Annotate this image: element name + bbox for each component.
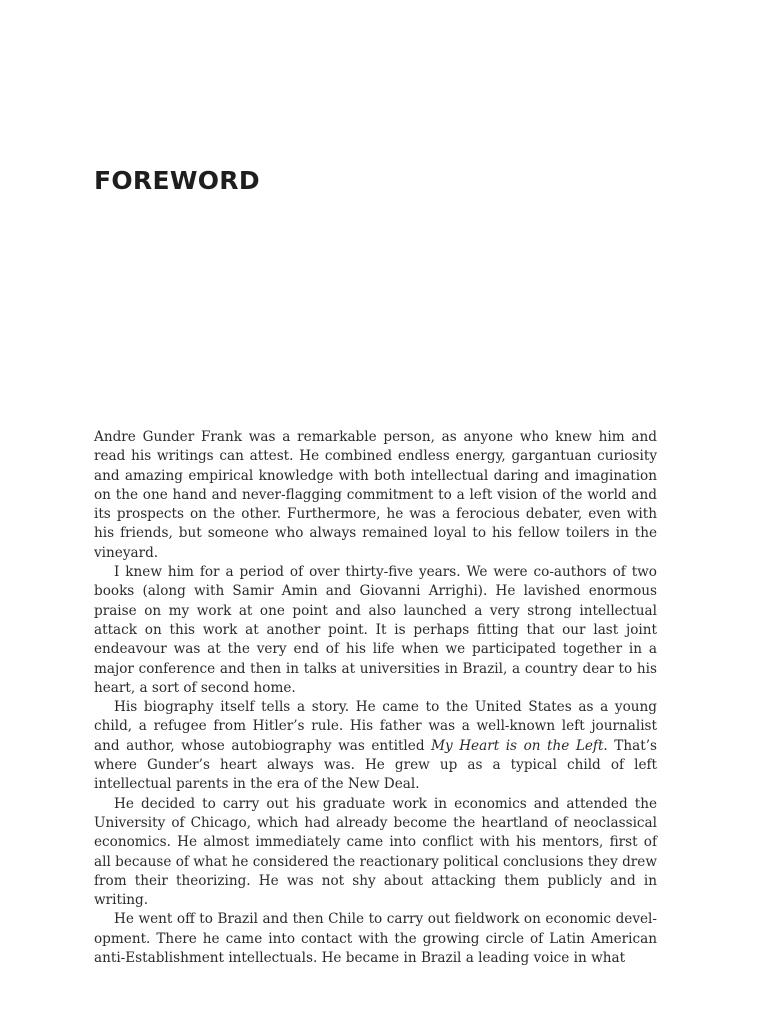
paragraph-1 <box>94 428 657 563</box>
body-text <box>94 428 657 968</box>
paragraph-5 <box>94 910 657 968</box>
paragraph-5-text: He went off to Brazil and then Chile to carry out fieldwork on economic development. There he came into contact with the growing circle of Latin American anti-Establishment intellectuals. He became in Brazil a leading voice in what <box>94 911 657 967</box>
paragraph-2 <box>94 563 657 698</box>
paragraph-3-text-before: His biography itself tells a story. He came to the United States as a young child, a refugee from Hitler’s rule. His father was a well-known left journalist and author, whose autobiography was entitled <box>94 699 657 754</box>
paragraph-4 <box>94 795 657 911</box>
paragraph-1-text: Andre Gunder Frank was a remarkable person, as anyone who knew him and read his writings can attest. He combined endless energy, gargantuan curiosity and amazing empirical knowledge with both intellectual daring and imagination on the one hand and never-flagging commitment to a left vision of the world and its prospects on the other. Furthermore, he was a ferocious debater, even with his friends, but someone who always remained loyal to his fellow toilers in the vineyard. <box>94 429 657 561</box>
paragraph-4-text: He decided to carry out his graduate work in economics and attended the University of Chicago, which had already become the heartland of neoclassical economics. He almost immediately came into conflict with his mentors, first of all because of what he considered the reactionary political conclusions they drew from their theorizing. He was not shy about attacking them publicly and in writing. <box>94 795 657 909</box>
paragraph-2-text: I knew him for a period of over thirty-five years. We were co-authors of two books (along with Samir Amin and Giovanni Arrighi). He lavished enormous praise on my work at one point and also launched a very strong intellectual attack on this work at another point. It is perhaps fitting that our last joint endeavour was at the very end of his life when we participated together in a major conference and then in talks at universities in Brazil, a country dear to his heart, a sort of second home. <box>94 564 657 696</box>
book-title-italic: My Heart is on the Left. <box>431 737 608 754</box>
paragraph-3 <box>94 698 657 794</box>
paragraph-3-text-after: That’s where Gunder’s heart always was. He grew up as a typical child of left intellectual parents in the era of the New Deal. <box>94 737 657 793</box>
chapter-heading: FOREWORD <box>94 166 260 195</box>
